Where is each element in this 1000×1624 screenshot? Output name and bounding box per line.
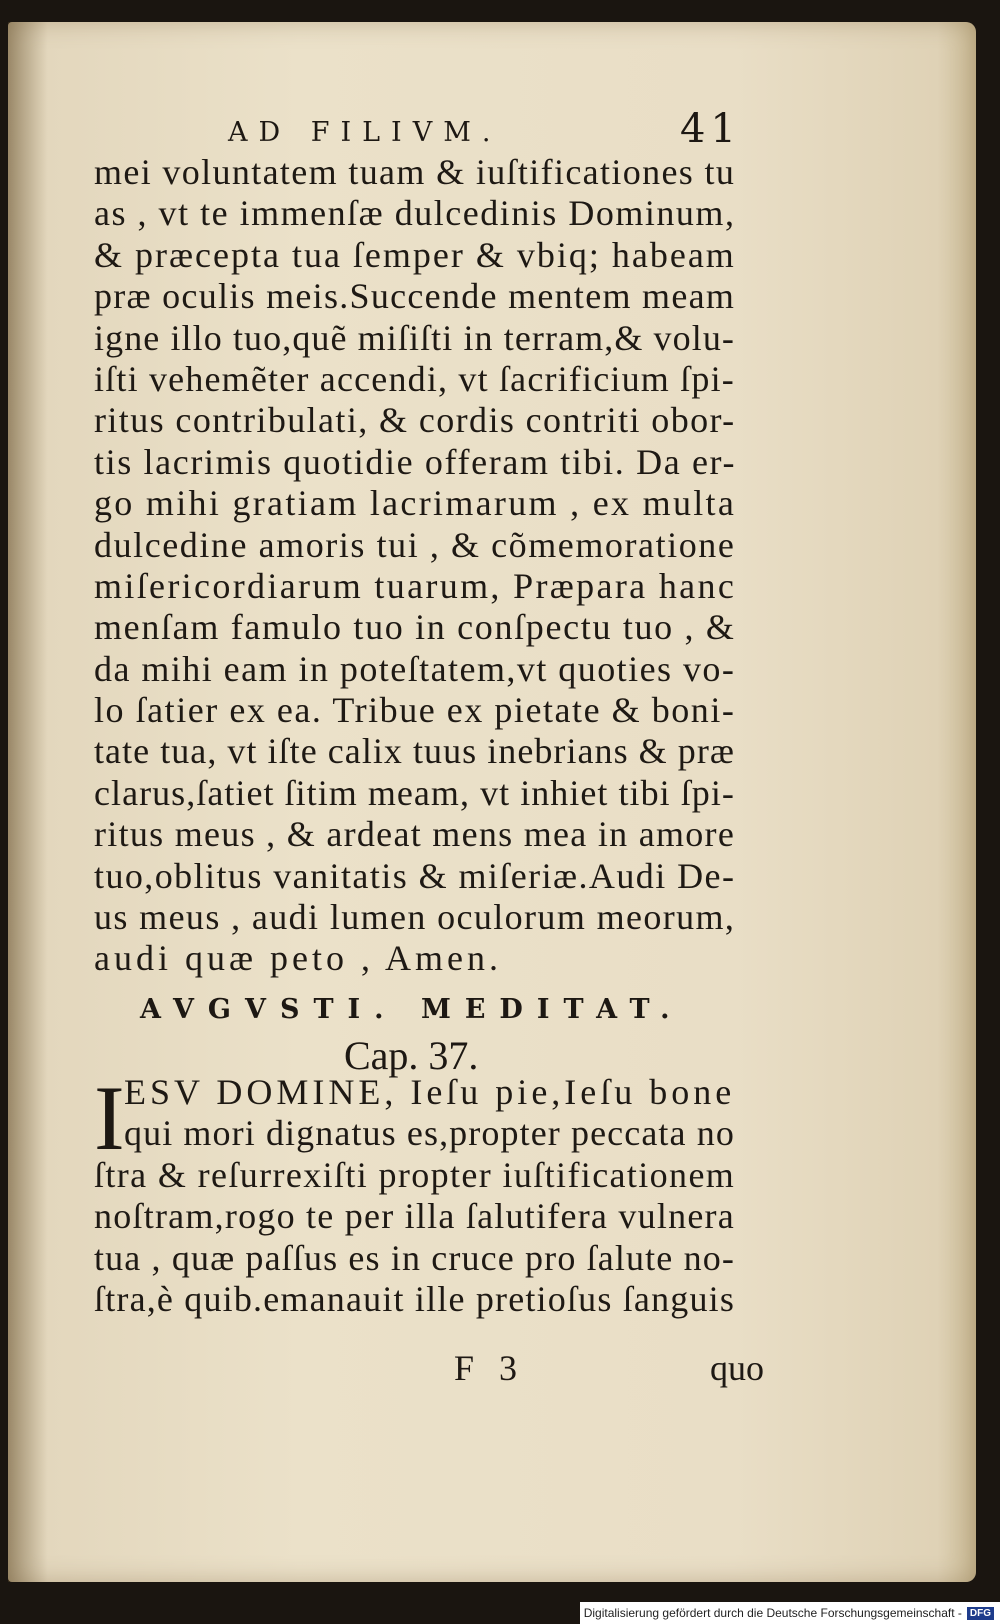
text-line: audi quæ peto , Amen. bbox=[94, 938, 502, 979]
chapter-text-line: ſtra & reſurrexiſti propter iuſtificationem bbox=[94, 1154, 736, 1195]
section-title: AVGVSTI. MEDITAT. bbox=[140, 994, 684, 1025]
text-line: as , vt te immenſæ dulcedinis Dominum, bbox=[94, 193, 736, 234]
text-line: ritus contribulati, & cordis contriti obor- bbox=[94, 400, 736, 441]
text-line: tate tua, vt iſte calix tuus inebrians & præ bbox=[94, 731, 735, 772]
text-line: lo ſatier ex ea. Tribue ex pietate & boni- bbox=[94, 690, 736, 731]
chapter-text bbox=[94, 1067, 764, 1320]
body-text bbox=[94, 152, 764, 980]
book-page bbox=[8, 22, 976, 1582]
text-line: us meus , audi lumen oculorum meorum, bbox=[94, 897, 736, 938]
chapter-text-line: tua , quæ paſſus es in cruce pro ſalute no- bbox=[94, 1237, 735, 1278]
page-footer bbox=[94, 1347, 764, 1387]
chapter-text-line: noſtram,rogo te per illa ſalutifera vulnera bbox=[94, 1196, 735, 1237]
text-line: ritus meus , & ardeat mens mea in amore bbox=[94, 814, 736, 855]
chapter-text-line: qui mori dignatus es,propter peccata no bbox=[124, 1113, 735, 1154]
text-line: dulcedine amoris tui , & cõmemoratione bbox=[94, 524, 736, 565]
signature-mark: F 3 bbox=[454, 1348, 526, 1388]
chapter-text-line: ESV DOMINE, Ieſu pie,Ieſu bone bbox=[124, 1072, 736, 1112]
text-line: mei voluntatem tuam & iuſtificationes tu bbox=[94, 152, 736, 192]
page-number: 41 bbox=[680, 106, 741, 152]
text-line: præ oculis meis.Succende mentem meam bbox=[94, 276, 736, 317]
text-line: clarus,ſatiet ſitim meam, vt inhiet tibi ſpi- bbox=[94, 772, 735, 813]
text-line: miſericordiarum tuarum, Præpara hanc bbox=[94, 565, 737, 606]
dfg-logo: DFG bbox=[967, 1607, 994, 1620]
drop-cap: I bbox=[94, 1067, 125, 1169]
text-line: go mihi gratiam lacrimarum , ex multa bbox=[94, 483, 737, 524]
attribution-text: Digitalisierung gefördert durch die Deutsche Forschungsgemeinschaft - bbox=[583, 1606, 962, 1620]
text-line: iſti vehemẽter accendi, vt ſacrificium ſpi- bbox=[94, 358, 735, 399]
text-line: tis lacrimis quotidie offeram tibi. Da er- bbox=[94, 441, 737, 482]
text-line: & præcepta tua ſemper & vbiq; habeam bbox=[94, 234, 736, 275]
attribution-bar bbox=[580, 1602, 1000, 1624]
chapter-heading: Cap. 37. bbox=[344, 1033, 479, 1078]
text-line: igne illo tuo,quẽ miſiſti in terram,& volu- bbox=[94, 317, 736, 358]
text-line: tuo,oblitus vanitatis & miſeriæ.Audi De- bbox=[94, 855, 736, 896]
text-line: da mihi eam in poteſtatem,vt quoties vo- bbox=[94, 648, 736, 689]
catchword: quo bbox=[710, 1348, 764, 1388]
text-line: menſam famulo tuo in conſpectu tuo , & bbox=[94, 607, 736, 648]
chapter-text-line: ſtra,è quib.emanauit ille pretioſus ſanguis bbox=[94, 1278, 736, 1319]
running-title: AD FILIVM. bbox=[228, 117, 502, 148]
